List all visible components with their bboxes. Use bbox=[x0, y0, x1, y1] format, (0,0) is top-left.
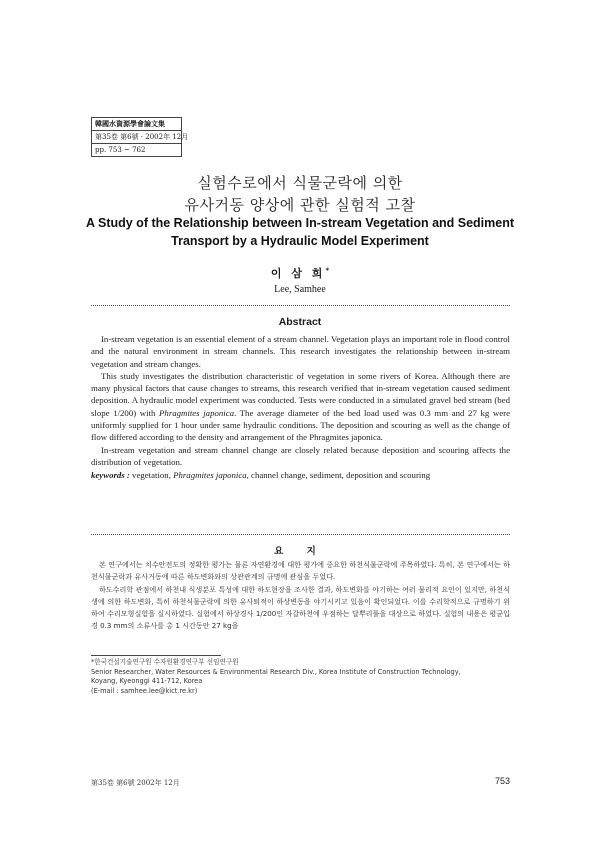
page-number: 753 bbox=[494, 776, 510, 786]
title-korean-line1: 실험수로에서 식물군락에 의한 bbox=[197, 174, 403, 192]
abstract-text: This study investigates the distribution characteristic of vegetation in some rivers of Korea. Although there are many physical factors that cause changes to streams, this research verified that in-stream vegetation caused sediment deposition. A hydraulic model experiment was conducted. Tests were conducted in a simulated gravel bed stream (bed slope 1/200) with bbox=[91, 370, 510, 418]
abstract-paragraph: In-stream vegetation is an essential element of a stream channel. Vegetation plays an important role in flood control and the natural environment in stream channels. This research investigates the relationship between in-stream vegetation and stream changes. bbox=[91, 334, 510, 369]
title-korean-line2: 유사거동 양상에 관한 실험적 고찰 bbox=[184, 196, 416, 214]
author-footnote-mark: * bbox=[325, 266, 330, 275]
abstract-paragraph: In-stream vegetation and stream channel change are closely related because deposition and scouring affects the distribution of vegetation. bbox=[91, 444, 510, 467]
footnote-line: (E-mail : samhee.lee@kict.re.kr) bbox=[91, 686, 198, 695]
species-name: Phragmites japonica bbox=[173, 470, 247, 481]
journal-pages: pp. 753 ~ 762 bbox=[95, 146, 146, 154]
footnote-line: *한국건설기술연구원 수자원환경연구부 선임연구원 bbox=[91, 658, 239, 666]
footnote-rule bbox=[91, 655, 221, 656]
summary-heading: 요 지 bbox=[274, 546, 326, 557]
summary-body bbox=[91, 559, 510, 633]
title-english-line2: Transport by a Hydraulic Model Experiment bbox=[171, 234, 429, 248]
journal-volume: 第35卷 第6號 · 2002年 12月 bbox=[92, 131, 181, 144]
keywords-label: keywords : bbox=[91, 470, 130, 481]
author-korean-name: 이 삼 희 bbox=[270, 267, 326, 280]
keywords-text: , channel change, sediment, deposition and scouring bbox=[246, 470, 431, 481]
abstract-heading: Abstract bbox=[278, 316, 322, 328]
footnote-line: Koyang, Kyeonggi 411-712, Korea bbox=[91, 677, 203, 686]
abstract-body bbox=[91, 333, 510, 482]
abstract-paragraph bbox=[91, 370, 510, 444]
footnote-line: Senior Researcher, Water Resources & Environmental Research Div., Korea Institute of Construction Technology, bbox=[91, 667, 461, 676]
title-english-line1: A Study of the Relationship between In-stream Vegetation and Sediment bbox=[85, 216, 515, 230]
footer-journal-issue: 第35卷 第6號 2002年 12月 bbox=[91, 779, 180, 787]
divider bbox=[91, 534, 510, 535]
divider bbox=[91, 305, 510, 306]
author-korean bbox=[0, 265, 600, 281]
summary-paragraph: 하도수리학 관점에서 하천내 식생분포 특성에 대한 하도현장을 조사한 결과, 하도변화를 야기하는 여러 물리적 요인이 있지만, 하천식생에 의한 하도변화, 특히 하천식물군락에 의한 유사퇴적이 하상변동을 야기시키고 있음이 확인되었다. 이를 수리학적으로 규명하기 위하여 수리모형실험을 실시하였다. 실험에서 하상경사 1/200인 자갈하천에 우점하는 달뿌리풀을 대상으로 하였다. 실험의 내용은 평균입경 0.3 mm의 소류사를 총 1 시간동안 27 kg을 bbox=[91, 584, 510, 631]
journal-name: 韓國水資源學會論文集 bbox=[92, 118, 181, 131]
species-name: Phragmites japonica bbox=[159, 407, 235, 418]
author-english: Lee, Samhee bbox=[274, 284, 326, 295]
abstract-text: . The average diameter of the bed load used was 0.3 mm and 27 kg were uniformly supplied for 1 hour under same hydraulic conditions. The deposition and scouring as well as the change of flow differed according to the density and arrangement of the Phragmites japonica. bbox=[91, 407, 510, 443]
keywords-text: vegetation, bbox=[129, 470, 174, 481]
author-footnote bbox=[91, 658, 510, 696]
journal-info-box bbox=[91, 117, 189, 157]
keywords bbox=[91, 469, 510, 481]
summary-paragraph: 본 연구에서는 치수안전도의 정확한 평가는 물론 자연환경에 대한 평가에 중요한 하천식물군락에 주목하였다. 특히, 본 연구에서는 하천식물군락과 유사거동에 따른 하도변화와의 상관관계의 규명에 관심을 두었다. bbox=[91, 560, 510, 582]
